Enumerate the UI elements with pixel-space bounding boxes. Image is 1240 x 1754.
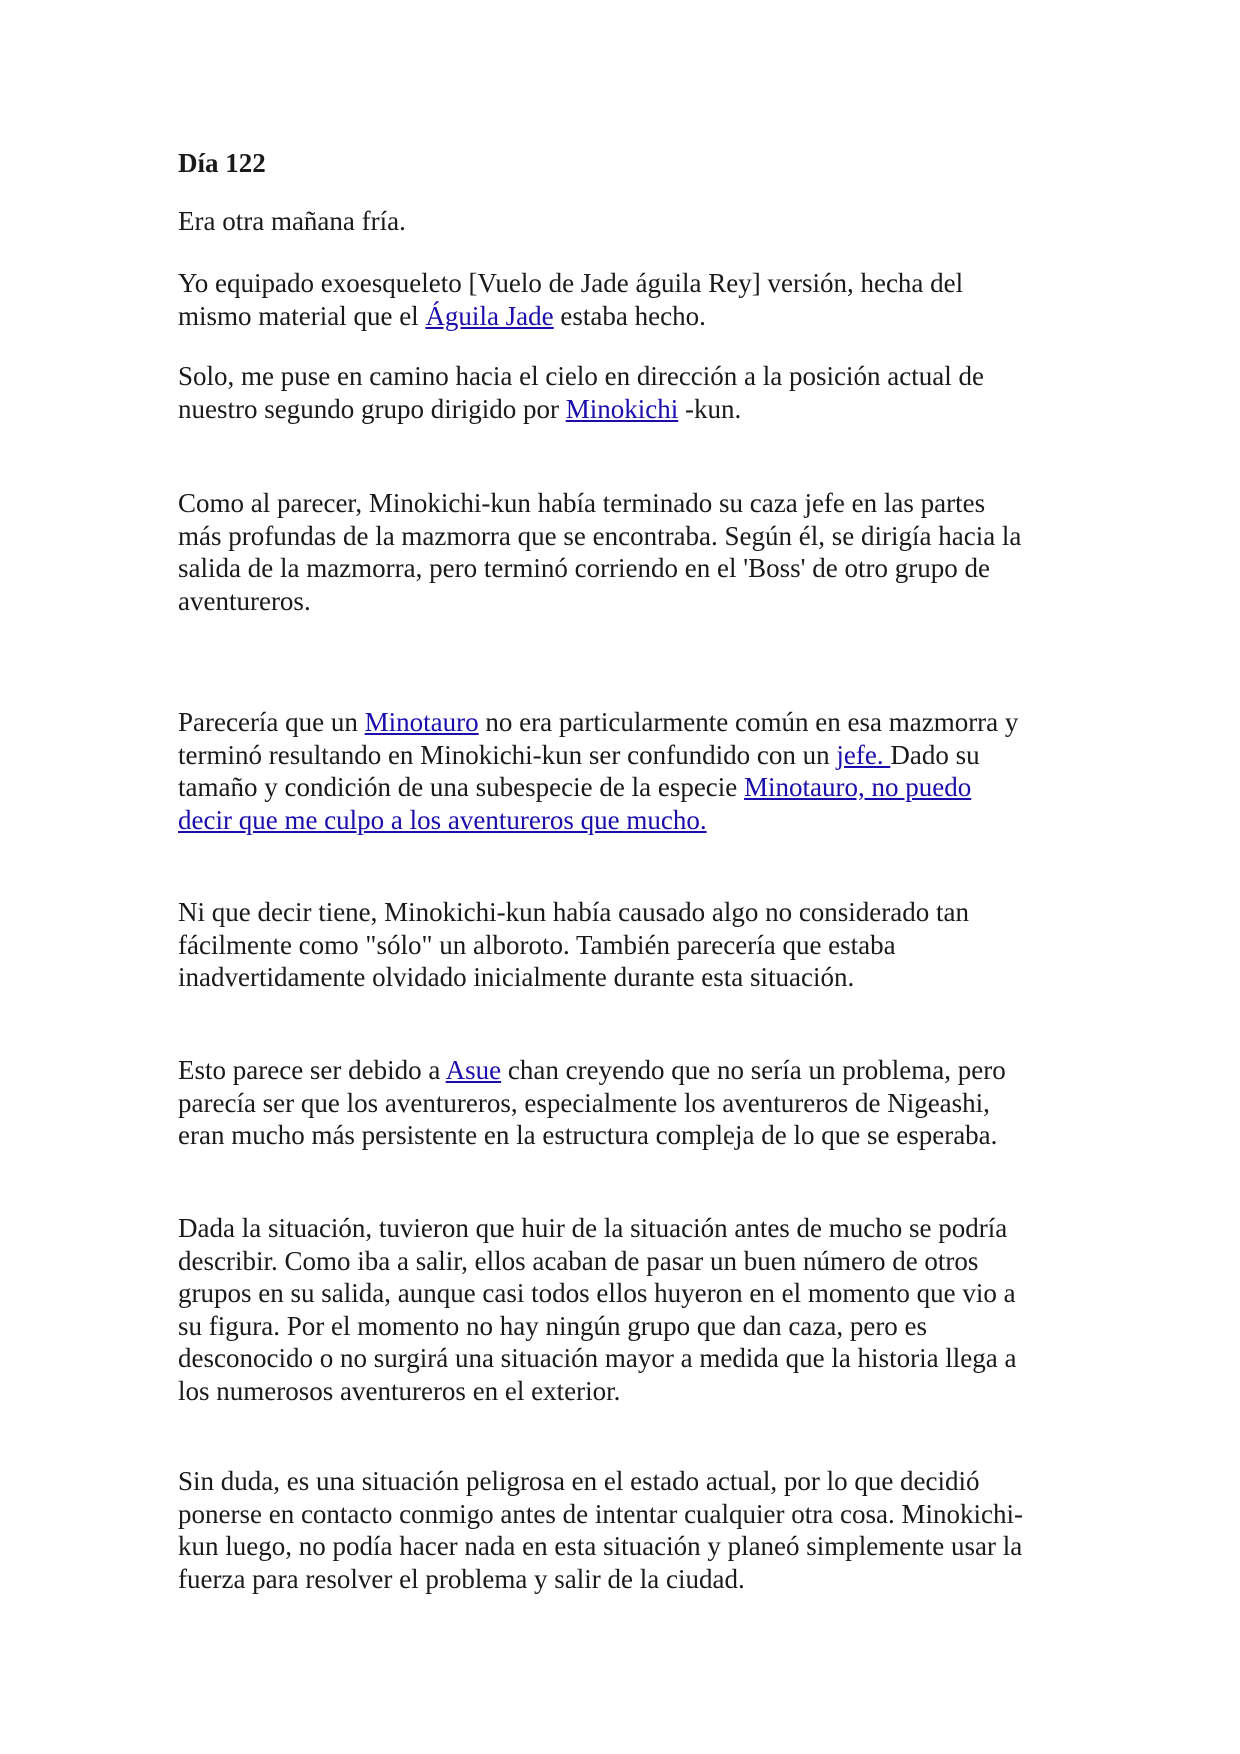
text-line	[178, 1465, 1078, 1498]
text-segment: eran mucho más persistente en la estructura compleja de lo que se esperaba.	[178, 1120, 998, 1150]
paragraph	[178, 1465, 1078, 1595]
text-line	[178, 487, 1078, 520]
text-segment: Parecería que un	[178, 707, 365, 737]
text-line	[178, 300, 1078, 333]
text-segment: desconocido o no surgirá una situación mayor a medida que la historia llega a	[178, 1343, 1017, 1373]
paragraph	[178, 1054, 1078, 1152]
text-segment: -kun.	[678, 393, 742, 424]
text-segment: Era otra mañana fría.	[178, 206, 406, 236]
text-segment: parecía ser que los aventureros, especialmente los aventureros de Nigeashi,	[178, 1087, 990, 1118]
text-segment: inadvertidamente olvidado inicialmente durante esta situación.	[178, 962, 855, 992]
hyperlink[interactable]: Minotauro, no puedo	[744, 772, 972, 802]
text-segment: más profundas de la mazmorra que se encontraba. Según él, se dirigía hacia la	[178, 520, 1022, 551]
text-segment: Sin duda, es una situación peligrosa en el estado actual, por lo que decidió	[178, 1466, 980, 1496]
hyperlink[interactable]: Asue	[445, 1055, 502, 1085]
text-line	[178, 1375, 1078, 1408]
hyperlink[interactable]: jefe.	[836, 739, 891, 770]
text-segment: grupos en su salida, aunque casi todos ellos huyeron en el momento que vio a	[178, 1278, 1016, 1308]
text-line	[178, 771, 1078, 804]
text-segment: Ni que decir tiene, Minokichi-kun había causado algo no considerado tan	[178, 897, 970, 927]
paragraph	[178, 205, 1078, 238]
hyperlink[interactable]: Minotauro	[364, 707, 479, 737]
text-segment: Yo equipado exoesqueleto [Vuelo de Jade águila Rey] versión, hecha del	[178, 268, 964, 298]
text-segment: fuerza para resolver el problema y salir de la ciudad.	[178, 1563, 745, 1594]
text-line	[178, 393, 1078, 426]
paragraph	[178, 487, 1078, 617]
text-line	[178, 961, 1078, 994]
text-segment: no era particularmente común en esa mazmorra y	[478, 707, 1019, 737]
text-line	[178, 520, 1078, 553]
paragraph	[178, 360, 1078, 425]
text-line	[178, 1119, 1078, 1152]
hyperlink[interactable]: decir que me culpo a los aventureros que mucho.	[178, 804, 707, 835]
text-segment: ponerse en contacto conmigo antes de intentar cualquier otra cosa. Minokichi-	[178, 1498, 1023, 1529]
paragraph	[178, 706, 1078, 836]
text-segment: Solo, me puse en camino hacia el cielo en dirección a la posición actual de	[178, 361, 984, 391]
text-segment: kun luego, no podía hacer nada en esta situación y planeó simplemente usar la	[178, 1531, 1023, 1561]
text-line	[178, 1563, 1078, 1596]
text-segment: chan creyendo que no sería un problema, pero	[501, 1055, 1006, 1085]
text-segment: Dado su	[890, 739, 980, 770]
text-segment: describir. Como iba a salir, ellos acaban de pasar un buen número de otros	[178, 1245, 979, 1276]
text-line	[178, 706, 1078, 739]
text-segment: terminó resultando en Minokichi-kun ser confundido con un	[178, 739, 837, 770]
text-segment: Esto parece ser debido a	[178, 1055, 446, 1085]
text-line	[178, 804, 1078, 837]
text-segment: estaba hecho.	[553, 300, 706, 331]
paragraph	[178, 1212, 1078, 1407]
text-segment: aventureros.	[178, 585, 311, 616]
text-line	[178, 1277, 1078, 1310]
text-segment: Como al parecer, Minokichi-kun había terminado su caza jefe en las partes	[178, 488, 986, 518]
text-line	[178, 267, 1078, 300]
paragraph	[178, 896, 1078, 994]
text-line	[178, 1310, 1078, 1343]
text-segment: su figura. Por el momento no hay ningún grupo que dan caza, pero es	[178, 1310, 928, 1341]
text-line	[178, 1498, 1078, 1531]
hyperlink[interactable]: Águila Jade	[425, 300, 554, 331]
text-line	[178, 1212, 1078, 1245]
text-segment: mismo material que el	[178, 300, 426, 331]
text-line	[178, 1530, 1078, 1563]
text-segment: tamaño y condición de una subespecie de la especie	[178, 772, 745, 802]
text-line	[178, 739, 1078, 772]
text-segment: nuestro segundo grupo dirigido por	[178, 393, 566, 424]
text-line	[178, 929, 1078, 962]
text-line	[178, 896, 1078, 929]
text-line	[178, 1087, 1078, 1120]
text-line	[178, 360, 1078, 393]
paragraph	[178, 267, 1078, 332]
page-title: Día 122	[178, 148, 266, 178]
text-line	[178, 205, 1078, 238]
text-line	[178, 1245, 1078, 1278]
text-segment: salida de la mazmorra, pero terminó corriendo en el 'Boss' de otro grupo de	[178, 553, 990, 583]
text-line	[178, 1054, 1078, 1087]
text-line	[178, 552, 1078, 585]
text-segment: Dada la situación, tuvieron que huir de la situación antes de mucho se podría	[178, 1213, 1008, 1243]
text-segment: los numerosos aventureros en el exterior.	[178, 1375, 621, 1406]
hyperlink[interactable]: Minokichi	[565, 393, 679, 424]
text-segment: fácilmente como "sólo" un alboroto. También parecería que estaba	[178, 929, 896, 960]
text-line	[178, 1342, 1078, 1375]
text-line	[178, 585, 1078, 618]
